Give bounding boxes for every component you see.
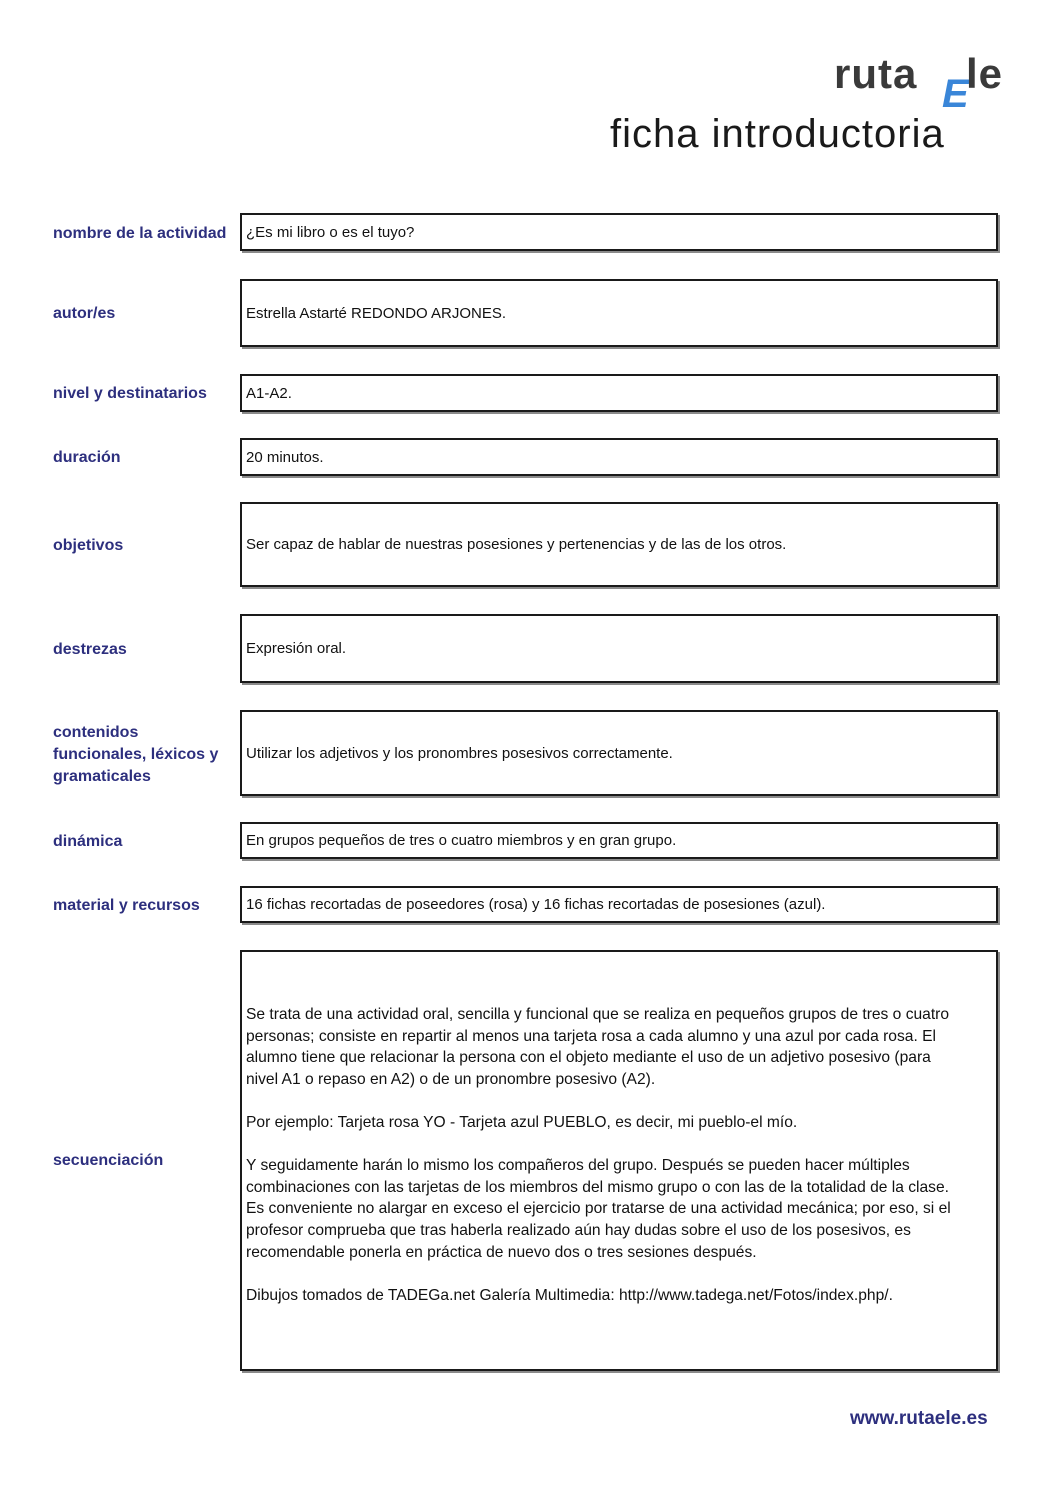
label-contenidos-line-1: contenidos	[53, 724, 139, 741]
seq-line-9: combinaciones con las tarjetas de los miembros del mismo grupo o con las de la totalidad de la clase.	[246, 1178, 949, 1196]
field-objetivos: Ser capaz de hablar de nuestras posesiones y pertenencias y de las de los otros.	[240, 502, 998, 587]
label-nombre: nombre de la actividad	[53, 225, 227, 242]
field-nombre: ¿Es mi libro o es el tuyo?	[240, 213, 998, 251]
field-contenidos: Utilizar los adjetivos y los pronombres posesivos correctamente.	[240, 710, 998, 796]
label-autor: autor/es	[53, 305, 116, 322]
label-contenidos-line-2: funcionales, léxicos y	[53, 746, 219, 763]
logo-e: E	[942, 72, 969, 116]
label-destrezas: destrezas	[53, 641, 127, 658]
label-dinamica: dinámica	[53, 833, 123, 850]
field-secuenciacion	[240, 950, 998, 1371]
seq-line-4: nivel A1 o repaso en A2) o de un pronombre posesivo (A2).	[246, 1070, 656, 1088]
seq-line-10: Es conveniente no alargar en exceso el ejercicio por tratarse de una actividad mecánica; por eso, si el	[246, 1200, 951, 1218]
label-nivel: nivel y destinatarios	[53, 385, 207, 402]
rutaele-logo	[834, 50, 1014, 116]
seq-line-3: alumno tiene que relacionar la persona con el objeto mediante el uso de un adjetivo posesivo (para	[246, 1049, 931, 1067]
field-destrezas: Expresión oral.	[240, 614, 998, 683]
seq-line-11: profesor comprueba que tras haberla realizado aún hay dudas sobre el uso de los posesivos, es	[246, 1221, 911, 1239]
field-dinamica: En grupos pequeños de tres o cuatro miembros y en gran grupo.	[240, 822, 998, 859]
seq-line-13	[246, 1263, 992, 1285]
label-material: material y recursos	[53, 897, 200, 914]
logo-text-ruta: ruta	[834, 50, 918, 97]
field-material: 16 fichas recortadas de poseedores (rosa) y 16 fichas recortadas de posesiones (azul).	[240, 886, 998, 923]
field-nivel: A1-A2.	[240, 374, 998, 412]
seq-line-2: personas; consiste en repartir al menos una tarjeta rosa a cada alumno y una azul por cada rosa. El	[246, 1027, 936, 1045]
seq-line-5	[246, 1090, 992, 1112]
field-duracion: 20 minutos.	[240, 438, 998, 476]
label-contenidos	[53, 720, 238, 790]
footer-url[interactable]: www.rutaele.es	[850, 1408, 988, 1429]
seq-line-8: Y seguidamente harán lo mismo los compañeros del grupo. Después se pueden hacer múltiples	[246, 1157, 910, 1175]
seq-line-7	[246, 1134, 992, 1156]
seq-line-14: Dibujos tomados de TADEGa.net Galería Multimedia: http://www.tadega.net/Fotos/index.php/.	[246, 1286, 893, 1304]
logo-text-le: le	[966, 50, 1004, 97]
seq-line-12: recomendable ponerla en práctica de nuevo dos o tres sesiones después.	[246, 1243, 757, 1261]
seq-line-1: Se trata de una actividad oral, sencilla y funcional que se realiza en pequeños grupos de tres o cuatro	[246, 1006, 950, 1023]
label-contenidos-line-3: gramaticales	[53, 768, 151, 785]
label-duracion: duración	[53, 449, 121, 466]
field-autor: Estrella Astarté REDONDO ARJONES.	[240, 279, 998, 347]
seq-line-6: Por ejemplo: Tarjeta rosa YO - Tarjeta azul PUEBLO, es decir, mi pueblo-el mío.	[246, 1113, 798, 1131]
page-title: ficha introductoria	[610, 112, 945, 156]
label-objetivos: objetivos	[53, 537, 124, 554]
label-secuenciacion: secuenciación	[53, 1152, 164, 1169]
